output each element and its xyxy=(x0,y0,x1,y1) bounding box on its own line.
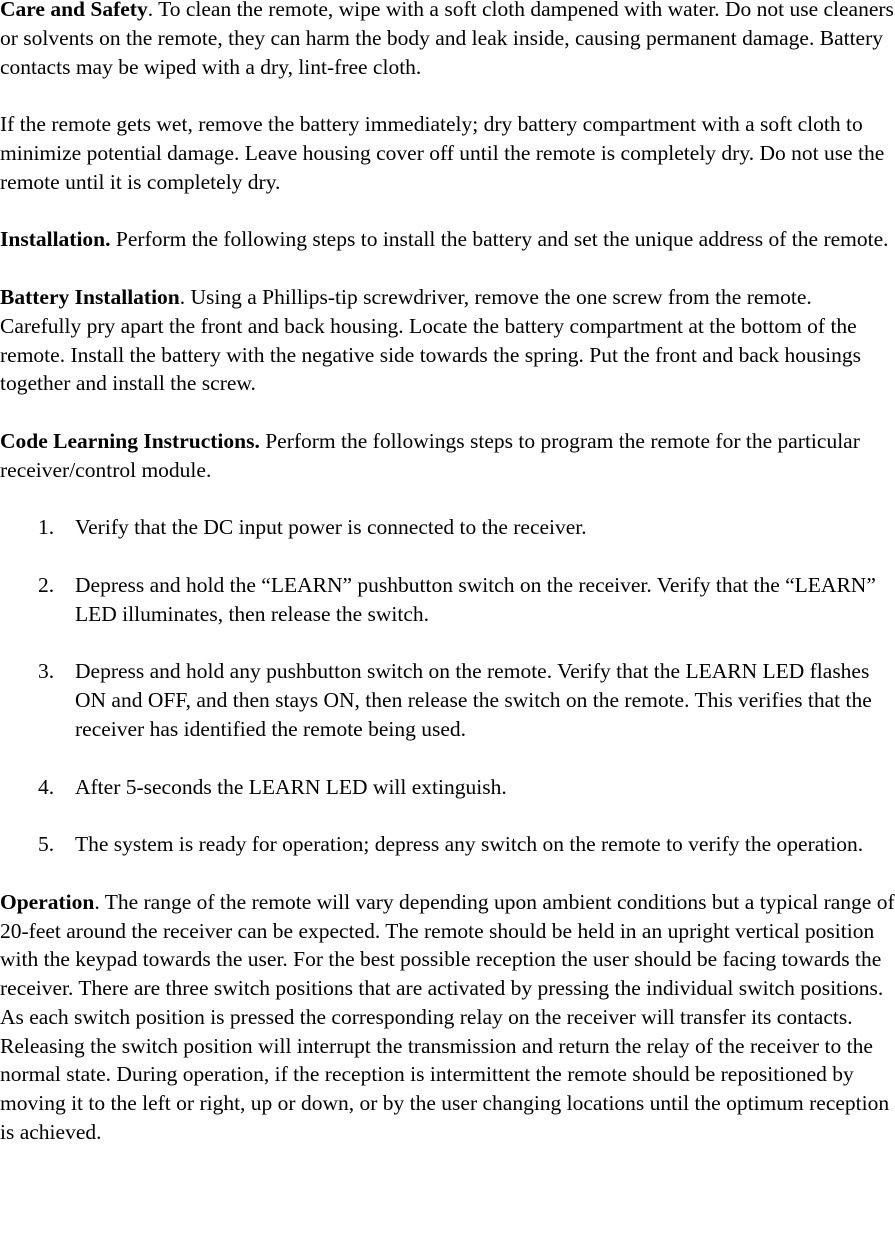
step-text: Depress and hold any pushbutton switch on the remote. Verify that the LEARN LED flashes ON and OFF, and then stays ON, then release the switch on the remote. This verifies that the receiver has identified the remote being used. xyxy=(75,659,872,741)
code-learning-paragraph xyxy=(0,427,895,485)
code-learning-text: Perform the followings steps to program the remote for the particular receiver/control module. xyxy=(0,428,860,482)
care-and-safety-heading: Care and Safety xyxy=(0,0,148,21)
step-text: Verify that the DC input power is connected to the receiver. xyxy=(75,515,587,540)
battery-installation-text: . Using a Phillips-tip screwdriver, remove the one screw from the remote. Carefully pry apart the front and back housing. Locate the battery compartment at the bottom of the remote. Install the battery with the negative side towards the spring. Put the front and back housings together and install the screw. xyxy=(0,284,861,396)
learning-steps-list xyxy=(0,513,895,859)
step-number: 4. xyxy=(38,774,55,799)
list-item xyxy=(0,571,895,629)
installation-heading: Installation. xyxy=(0,227,111,252)
list-item xyxy=(0,830,895,859)
care-and-safety-text: . To clean the remote, wipe with a soft cloth dampened with water. Do not use cleaners or solvents on the remote, they can harm the body and leak inside, causing permanent damage. Battery contacts may be wiped with a dry, lint-free cloth. xyxy=(0,0,894,79)
battery-installation-paragraph xyxy=(0,283,895,398)
wet-remote-text: If the remote gets wet, remove the battery immediately; dry battery compartment with a soft cloth to minimize potential damage. Leave housing cover off until the remote is completely dry. Do not use the remote until it is completely dry. xyxy=(0,112,885,194)
wet-remote-paragraph xyxy=(0,110,895,196)
step-text: After 5-seconds the LEARN LED will extinguish. xyxy=(75,774,507,799)
code-learning-heading: Code Learning Instructions. xyxy=(0,428,260,453)
step-text: The system is ready for operation; depress any switch on the remote to verify the operation. xyxy=(75,832,864,857)
installation-paragraph xyxy=(0,225,895,254)
step-text: Depress and hold the “LEARN” pushbutton switch on the receiver. Verify that the “LEARN” LED illuminates, then release the switch. xyxy=(75,572,876,626)
operation-paragraph xyxy=(0,888,895,1147)
step-number: 3. xyxy=(38,659,55,684)
list-item xyxy=(0,773,895,802)
installation-text: Perform the following steps to install the battery and set the unique address of the remote. xyxy=(110,227,889,252)
operation-text: . The range of the remote will vary depending upon ambient conditions but a typical range of 20-feet around the receiver can be expected. The remote should be held in an upright vertical position with the keypad towards the user. For the best possible reception the user should be facing towards the receiver. There are three switch positions that are activated by pressing the individual switch positions. As each switch position is pressed the corresponding relay on the receiver will transfer its contacts. Releasing the switch position will interrupt the transmission and return the relay of the receiver to the normal state. During operation, if the reception is intermittent the remote should be repositioned by moving it to the left or right, up or down, or by the user changing locations until the optimum reception is achieved. xyxy=(0,889,895,1145)
step-number: 1. xyxy=(38,515,55,540)
operation-heading: Operation xyxy=(0,889,95,914)
care-and-safety-paragraph xyxy=(0,0,895,81)
step-number: 5. xyxy=(38,832,55,857)
list-item xyxy=(0,657,895,743)
step-number: 2. xyxy=(38,572,55,597)
list-item xyxy=(0,513,895,542)
battery-installation-heading: Battery Installation xyxy=(0,284,180,309)
